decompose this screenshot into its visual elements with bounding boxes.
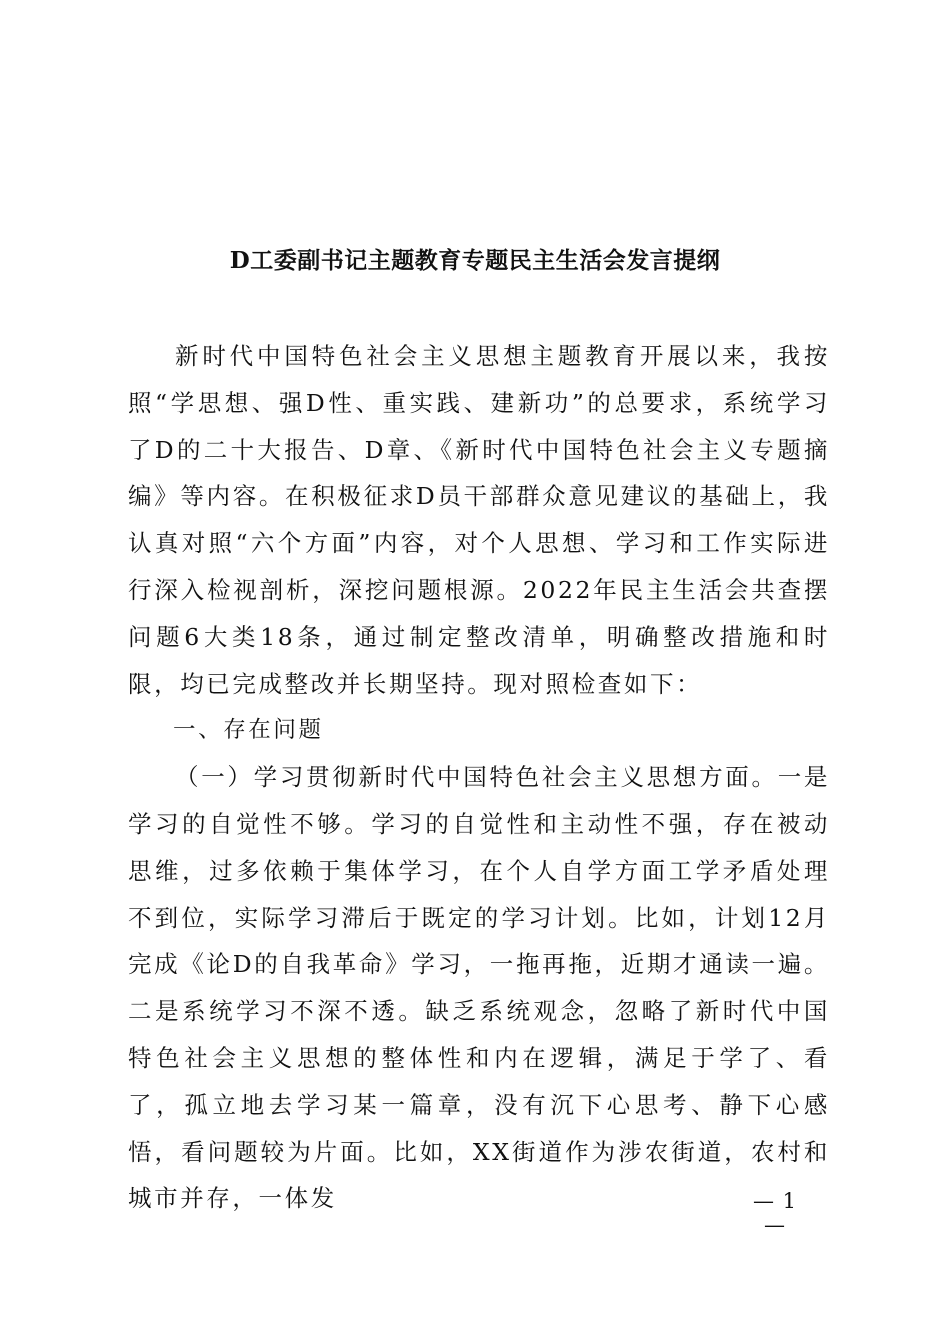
intro-paragraph: 新时代中国特色社会主义思想主题教育开展以来，我按照“学思想、强D性、重实践、建新功”的总要求，系统学习了D的二十大报告、D章、《新时代中国特色社会主义专题摘编》等内容。在积极征求D员干部群众意见建议的基础上，我认真对照“六个方面”内容，对个人思想、学习和工作实际进行深入检视剖析，深挖问题根源。2022年民主生活会共查摆问题6大类18条，通过制定整改清单，明确整改措施和时限，均已完成整改并长期坚持。现对照检查如下： xyxy=(128,342,830,698)
document-title: D工委副书记主题教育专题民主生活会发言提纲 xyxy=(229,247,721,274)
section-heading: 一、存在问题 xyxy=(173,717,324,744)
page-number: — 1 — xyxy=(752,1189,798,1237)
document-body xyxy=(128,333,830,1222)
section-paragraph: （一）学习贯彻新时代中国特色社会主义思想方面。一是学习的自觉性不够。学习的自觉性和主动性不强，存在被动思维，过多依赖于集体学习，在个人自学方面工学矛盾处理不到位，实际学习滞后于既定的学习计划。比如，计划12月完成《论D的自我革命》学习，一拖再拖，近期才通读一遍。二是系统学习不深不透。缺乏系统观念，忽略了新时代中国特色社会主义思想的整体性和内在逻辑，满足于学了、看了，孤立地去学习某一篇章，没有沉下心思考、静下心感悟，看问题较为片面。比如，XX街道作为涉农街道，农村和城市并存，一体发 xyxy=(128,763,830,1213)
